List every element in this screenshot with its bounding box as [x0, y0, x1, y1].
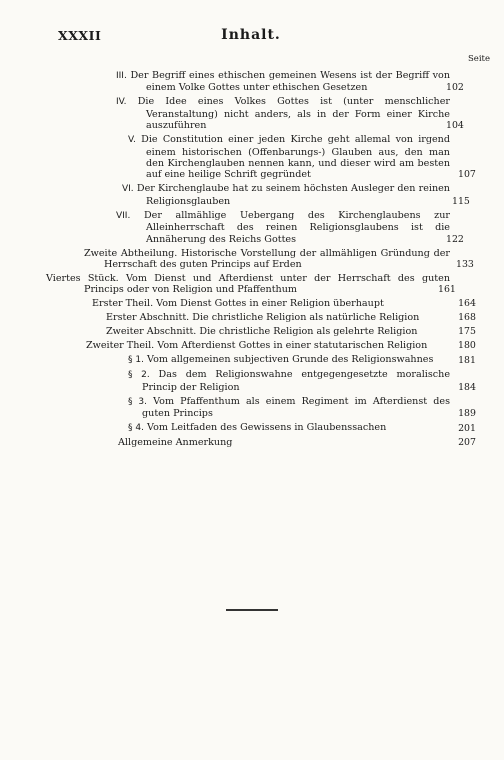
entry-number: IV. — [116, 97, 127, 108]
entry-page: 168 — [458, 312, 476, 324]
toc-entry-iii: III. Der Begriff eines ethischen gemeinen Wesens ist der Begriff von einem Volke Gottes unter ethischen Gesetzen 102 — [116, 70, 464, 94]
entry-page: 184 — [458, 381, 476, 393]
entry-text: Der Kirchenglaube hat zu seinem höchsten Ausleger den reinen Religionsglauben — [136, 183, 450, 207]
toc-entry-erster-theil — [46, 298, 476, 309]
toc-entry-para-1 — [46, 354, 476, 366]
toc-entry-zweiter-theil: Zweiter Theil. Vom Afterdienst Gottes in einer statutarischen Religion 180 — [86, 340, 476, 352]
entry-text: Zweiter Theil. Vom Afterdienst Gottes in einer statutarischen Religion — [86, 340, 428, 352]
entry-text: Zweiter Abschnitt. Die christliche Religion als gelehrte Religion — [106, 326, 418, 338]
toc-entry-v: V. Die Constitution einer jeden Kirche geht allemal von irgend einem historischen (Offenbarungs-) Glauben aus, den man den Kirchenglauben nennen kann, und dieser wird am besten auf eine heilige Schrift gegründet 107 — [128, 134, 476, 181]
toc-entry-iv: IV. Die Idee eines Volkes Gottes ist (unter menschlicher Veranstaltung) nicht anders, als in der Form einer Kirche auszuführen 104 — [116, 96, 464, 132]
entry-text: Vom Pfaffenthum als einem Regiment im Afterdienst des guten Princips — [142, 395, 450, 420]
entry-number: III. — [116, 71, 127, 81]
entry-number: § 4. — [128, 423, 144, 434]
entry-text: Vom Leitfaden des Gewissens in Glaubenssachen — [147, 422, 387, 434]
entry-text: Der Begriff eines ethischen gemeinen Wesens ist der Begriff von einem Volke Gottes unter ethischen Gesetzen — [130, 70, 451, 94]
page-title: Inhalt. — [221, 27, 281, 43]
toc-entry-para-4 — [46, 422, 476, 434]
entry-number: § 1. — [128, 355, 144, 366]
toc-entry-para-3 — [46, 396, 476, 420]
entry-text: Das dem Religionswahne entgegengesetzte moralische Princip der Religion — [142, 369, 450, 393]
entry-text: Die Constitution einer jeden Kirche geht allemal von irgend einem historischen (Offenbarungs-) Glauben aus, den man den Kirchenglauben nennen kann, und dieser wird am besten auf eine heilige Schrift gegründet — [141, 134, 450, 181]
toc-entry-erster-abschnitt — [46, 312, 476, 323]
entry-text: Die Idee eines Volkes Gottes ist (unter menschlicher Veranstaltung) nicht anders, als in der Form einer Kirche auszuführen — [137, 96, 450, 132]
closing-rule — [226, 609, 278, 611]
entry-text: Erster Theil. Vom Dienst Gottes in einer Religion überhaupt — [92, 298, 384, 310]
page-column-label: Seite — [467, 54, 490, 64]
entry-number: VII. — [116, 210, 131, 221]
toc-entry-viertes-stueck: Viertes Stück. Vom Dienst und Afterdienst unter der Herrschaft des guten Princips oder von Religion und Pfaffenthum 161 — [46, 273, 456, 296]
entry-text: Zweite Abtheilung. Historische Vorstellung der allmähligen Gründung der Herrschaft des guten Princips auf Erden — [84, 247, 450, 271]
entry-text: Vom allgemeinen subjectiven Grunde des Religionswahnes — [147, 354, 434, 366]
entry-page: 164 — [458, 298, 476, 310]
toc-entry-zweite-abtheilung: Zweite Abtheilung. Historische Vorstellung der allmähligen Gründung der Herrschaft des guten Princips auf Erden 133 — [84, 247, 474, 271]
entry-text: Allgemeine Anmerkung — [118, 437, 233, 449]
page-number: XXXII — [58, 28, 102, 43]
toc-entry-zweiter-abschnitt — [46, 326, 476, 337]
entry-number: V. — [128, 135, 136, 146]
entry-text: Erster Abschnitt. Die christliche Religion als natürliche Religion — [106, 312, 420, 324]
entry-text: Der allmählige Uebergang des Kirchenglaubens zur Alleinherrschaft des reinen Religionsglaubens ist die Annäherung des Reichs Gottes — [143, 209, 450, 245]
toc-entry-vii: VII. Der allmählige Uebergang des Kirchenglaubens zur Alleinherrschaft des reinen Religionsglaubens ist die Annäherung des Reichs Gottes 122 — [116, 209, 464, 245]
entry-page: 189 — [458, 408, 476, 420]
entry-text: Viertes Stück. Vom Dienst und Afterdienst unter der Herrschaft des guten Princips oder von Religion und Pfaffenthum — [46, 273, 450, 296]
toc-entry-allgemeine-anmerkung — [46, 437, 476, 448]
page-header — [58, 28, 444, 48]
entry-number: VI. — [122, 184, 134, 195]
toc-entry-vi: VI. Der Kirchenglaube hat zu seinem höchsten Ausleger den reinen Religionsglauben 115 — [122, 183, 470, 207]
entry-page: 175 — [458, 326, 476, 338]
entry-number: § 2. — [128, 370, 150, 381]
entry-page: 201 — [458, 423, 476, 435]
table-of-contents — [46, 70, 476, 449]
entry-page: 181 — [458, 355, 476, 367]
entry-number: § 3. — [128, 396, 148, 407]
entry-page: 207 — [458, 437, 476, 449]
toc-entry-para-2 — [46, 369, 476, 393]
